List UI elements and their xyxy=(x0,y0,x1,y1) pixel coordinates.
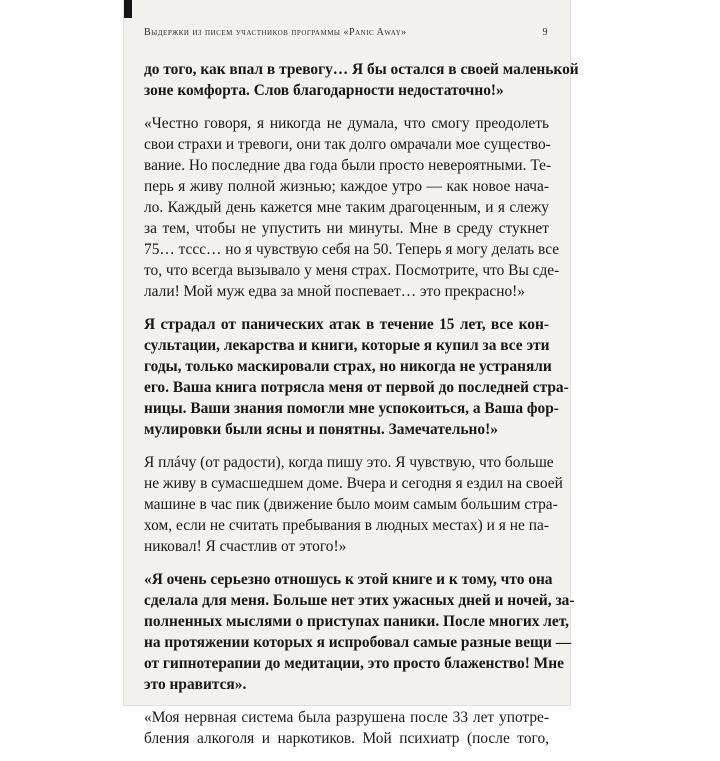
text-line: «Моя нервная система была разрушена после 33 лет употре- xyxy=(144,709,549,726)
testimonial-paragraph-2 xyxy=(144,113,560,302)
text-line: его. Ваша книга потрясла меня от первой до последней стра- xyxy=(144,379,569,396)
text-line: зоне комфорта. Слов благодарности недостаточно!» xyxy=(144,82,504,99)
text-line: Я плáчу (от радости), когда пишу это. Я чувствую, что больше xyxy=(144,454,554,471)
text-line: не живу в сумасшедшем доме. Вчера и сегодня я ездил на своей xyxy=(144,475,563,492)
text-line: полненных мыслями о приступах паники. После многих лет, xyxy=(144,613,570,630)
text-line: «Честно говоря, я никогда не думала, что смогу преодолеть xyxy=(144,115,549,132)
scan-edge-mark xyxy=(124,0,132,18)
book-page xyxy=(124,0,579,747)
text-line: «Я очень серьезно отношусь к этой книге и к тому, что она xyxy=(144,571,553,588)
text-line: годы, только маскировали страх, но никогда не устраняли xyxy=(144,358,552,375)
text-line: ницы. Ваши знания помогли мне успокоиться, а Ваша фор- xyxy=(144,400,559,417)
text-line: мулировки были ясны и понятны. Замечательно!» xyxy=(144,421,498,438)
text-line: свои страхи и тревоги, они так долго омрачали мое существо- xyxy=(144,136,551,153)
running-title: Выдержки из писем участников программы «Panic Away» xyxy=(144,27,407,38)
running-header xyxy=(144,27,548,41)
text-line: за тем, чтобы не упустить ни минуты. Мне в среду стукнет xyxy=(144,220,549,237)
text-line: 75… тссс… но я чувствую себя на 50. Теперь я могу делать все xyxy=(144,241,560,258)
testimonial-paragraph-1 xyxy=(144,59,579,101)
text-line: сультации, лекарства и книги, которые я купил за все эти xyxy=(144,337,550,354)
text-line: Я страдал от панических атак в течение 15 лет, все кон- xyxy=(144,316,549,333)
text-line: бления алкоголя и наркотиков. Мой психиатр (после того, xyxy=(144,730,549,747)
body-text xyxy=(144,59,579,761)
text-line: от гипнотерапии до медитации, это просто блаженство! Мне xyxy=(144,655,564,672)
text-line: машине в час пик (движение было моим самым большим стра- xyxy=(144,496,558,513)
text-line: хом, если не считать пребывания в людных местах) и я не па- xyxy=(144,517,549,534)
testimonial-paragraph-6 xyxy=(144,707,549,749)
text-line: это нравится». xyxy=(144,676,247,693)
text-line: сделала для меня. Больше нет этих ужасных дней и ночей, за- xyxy=(144,592,575,609)
text-line: лали! Мой муж едва за мной поспевает… это прекрасно!» xyxy=(144,283,525,300)
text-line: до того, как впал в тревогу… Я бы остался в своей маленькой xyxy=(144,61,579,78)
testimonial-paragraph-3 xyxy=(144,314,569,440)
testimonial-paragraph-4 xyxy=(144,452,563,557)
text-line: вание. Но последние два года были просто невероятными. Те- xyxy=(144,157,552,174)
testimonial-paragraph-5 xyxy=(144,569,575,695)
text-line: перь я живу полной жизнью; каждое утро — как новое нача- xyxy=(144,178,549,195)
text-line: никовал! Я счастлив от этого!» xyxy=(144,538,347,555)
text-line: на протяжении которых я испробовал самые разные вещи — xyxy=(144,634,572,651)
text-line: ло. Каждый день кажется мне таким драгоценным, и я слежу xyxy=(144,199,549,216)
page-number: 9 xyxy=(542,27,548,38)
text-line: то, что всегда вызывало у меня страх. Посмотрите, что Вы сде- xyxy=(144,262,560,279)
